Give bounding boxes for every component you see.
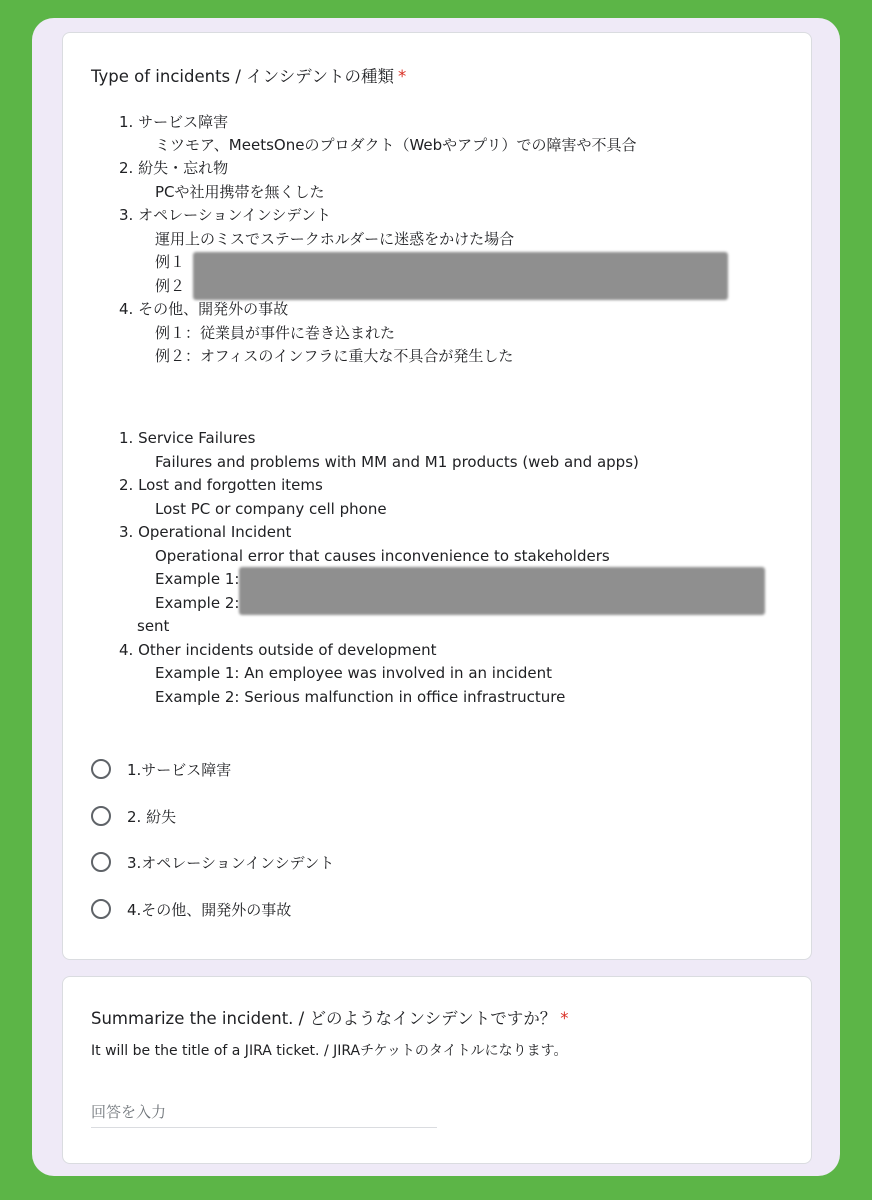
description-line: Lost PC or company cell phone bbox=[155, 500, 387, 518]
question-title bbox=[91, 1007, 569, 1031]
required-asterisk: * bbox=[560, 1009, 569, 1028]
description-line: Example 1: bbox=[155, 570, 240, 588]
radio-button[interactable] bbox=[91, 759, 111, 779]
question-title-text: Type of incidents / インシデントの種類 bbox=[91, 67, 394, 86]
description-line: Failures and problems with MM and M1 products (web and apps) bbox=[155, 453, 639, 471]
description-line: 例１ bbox=[155, 253, 186, 271]
question-description: It will be the title of a JIRA ticket. / JIRAチケットのタイトルになります。 bbox=[91, 1043, 568, 1059]
redacted-block bbox=[239, 567, 765, 615]
radio-option-operational-incident[interactable] bbox=[91, 849, 334, 875]
radio-option-lost-item[interactable] bbox=[91, 803, 176, 829]
description-line: Operational error that causes inconvenience to stakeholders bbox=[155, 547, 610, 565]
description-line: 3. オペレーションインシデント bbox=[119, 206, 332, 224]
description-line: 1. Service Failures bbox=[119, 429, 256, 447]
description-line: PCや社用携帯を無くした bbox=[155, 183, 325, 201]
question-card-summary bbox=[62, 976, 812, 1164]
description-line: 例２：オフィスのインフラに重大な不具合が発生した bbox=[155, 347, 514, 365]
description-line: sent bbox=[137, 617, 170, 635]
radio-option-service-failure[interactable] bbox=[91, 756, 231, 782]
question-title-text: Summarize the incident. / どのようなインシデントですか？ bbox=[91, 1009, 557, 1028]
option-label: 4.その他、開発外の事故 bbox=[127, 900, 292, 919]
radio-option-other-incident[interactable] bbox=[91, 896, 291, 922]
description-line: 3. Operational Incident bbox=[119, 523, 292, 541]
option-label: 3.オペレーションインシデント bbox=[127, 853, 335, 872]
question-card-incident-type bbox=[62, 32, 812, 960]
description-line: 例２ bbox=[155, 277, 186, 295]
description-line: 例１：従業員が事件に巻き込まれた bbox=[155, 324, 396, 342]
option-label: 1.サービス障害 bbox=[127, 760, 232, 779]
description-line: Example 2: Serious malfunction in office infrastructure bbox=[155, 688, 566, 706]
description-line: 1. サービス障害 bbox=[119, 113, 229, 131]
description-line: 4. Other incidents outside of development bbox=[119, 641, 437, 659]
option-label: 2. 紛失 bbox=[127, 807, 177, 826]
required-asterisk: * bbox=[397, 67, 407, 86]
description-line: 2. Lost and forgotten items bbox=[119, 476, 323, 494]
radio-button[interactable] bbox=[91, 852, 111, 872]
description-line: ミツモア、MeetsOneのプロダクト（Webやアプリ）での障害や不具合 bbox=[155, 136, 637, 154]
description-line: 運用上のミスでステークホルダーに迷惑をかけた場合 bbox=[155, 230, 515, 248]
radio-button[interactable] bbox=[91, 899, 111, 919]
answer-input[interactable] bbox=[91, 1097, 437, 1128]
question-title bbox=[91, 65, 406, 89]
redacted-block bbox=[193, 252, 728, 300]
description-line: Example 2: bbox=[155, 594, 240, 612]
description-line: 2. 紛失・忘れ物 bbox=[119, 159, 229, 177]
radio-button[interactable] bbox=[91, 806, 111, 826]
description-line: Example 1: An employee was involved in an incident bbox=[155, 664, 553, 682]
form-frame bbox=[32, 18, 840, 1176]
description-line: 4. その他、開発外の事故 bbox=[119, 300, 289, 318]
